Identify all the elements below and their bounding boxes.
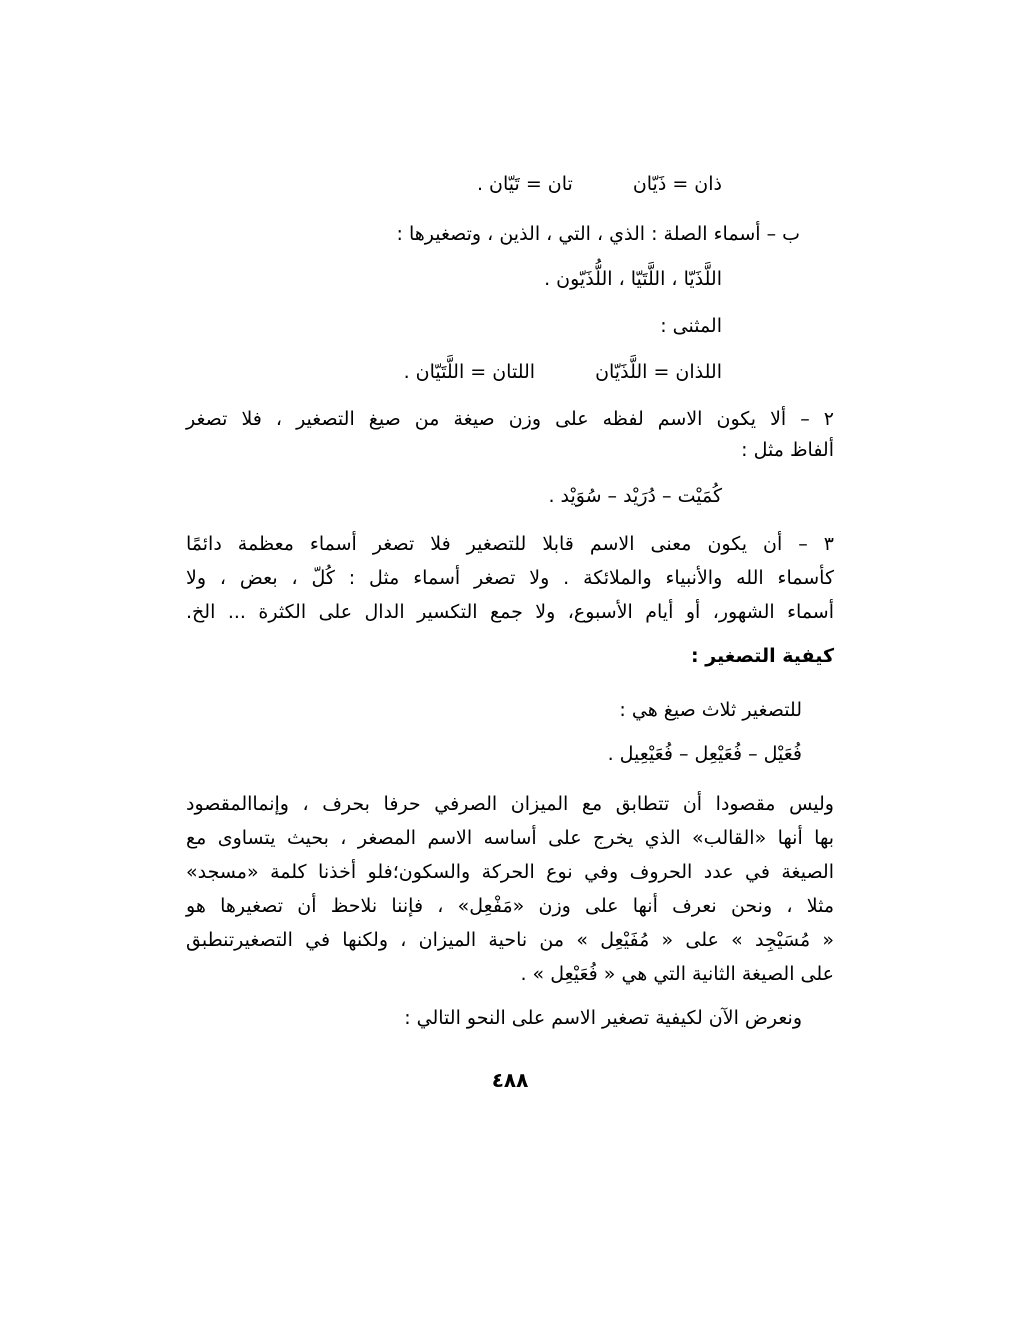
closing-line: ونعرض الآن لكيفية تصغير الاسم على النحو التالي : [404, 1007, 802, 1029]
condition-3-line-3: أسماء الشهور، أو أيام الأسبوع، ولا جمع التكسير الدال على الكثرة ... الخ. [186, 601, 834, 623]
dual-relative-masculine: اللذان = اللَّذَيّان [595, 361, 722, 383]
condition-3-line-2: كأسماء الله والأنبياء والملائكة . ولا تصغر أسماء مثل : كُلّ ، بعض ، ولا [186, 567, 834, 589]
paragraph-line-5: « مُسَيْجِد » على « مُفَيْعِل » من ناحية الميزان ، ولكنها في التصغيرتنطبق [186, 929, 834, 951]
dual-demonstrative-forms [477, 170, 722, 198]
three-forms-intro: للتصغير ثلاث صيغ هي : [619, 699, 802, 721]
dual-heading: المثنى : [660, 315, 722, 337]
paragraph-line-4: مثلا ، ونحن نعرف أنها على وزن «مَفْعِل» ، فإننا نلاحظ أن تصغيرها هو [186, 895, 834, 917]
paragraph-line-3: الصيغة في عدد الحروف وفي نوع الحركة والسكون؛فلو أخذنا كلمة «مسجد» [186, 861, 834, 883]
dual-form-feminine: تان = تَيّان . [476, 173, 573, 195]
paragraph-line-6: على الصيغة الثانية التي هي « فُعَيْعِل » . [520, 963, 834, 985]
dual-relative-feminine: اللتان = اللَّتَيّان . [403, 361, 536, 383]
paragraph-line-2: بها أنها «القالب» الذي يخرج على أساسه الاسم المصغر ، بحيث يتساوى مع [186, 827, 834, 849]
page-number: ٤٨٨ [491, 1068, 529, 1092]
relative-diminutives-line: اللَّذَيّا ، اللَّتَيّا ، اللُّذَيّون . [544, 268, 722, 290]
relative-pronouns-line: ب – أسماء الصلة : الذي ، التي ، الذين ، وتصغيرها : [396, 223, 800, 245]
condition-2-line-1: ٢ – ألا يكون الاسم لفظه على وزن صيغة من صيغ التصغير ، فلا تصغر [186, 408, 834, 430]
examples-line: كُمَيْت – دُرَيْد – سُوَيْد . [548, 485, 722, 507]
three-forms-patterns: فُعَيْل – فُعَيْعِل – فُعَيْعِيل . [607, 743, 802, 765]
section-heading-how-to-diminutive: كيفية التصغير : [690, 645, 834, 667]
paragraph-line-1: وليس مقصودا أن تتطابق مع الميزان الصرفي حرفا بحرف ، وإنماالمقصود [186, 793, 834, 815]
condition-2-line-2: ألفاظ مثل : [741, 439, 834, 461]
dual-form-masculine: ذان = ذَيّان [632, 173, 722, 195]
condition-3-line-1: ٣ – أن يكون معنى الاسم قابلا للتصغير فلا تصغر أسماء معظمة دائمًا [186, 533, 834, 555]
dual-relative-forms [404, 358, 722, 386]
